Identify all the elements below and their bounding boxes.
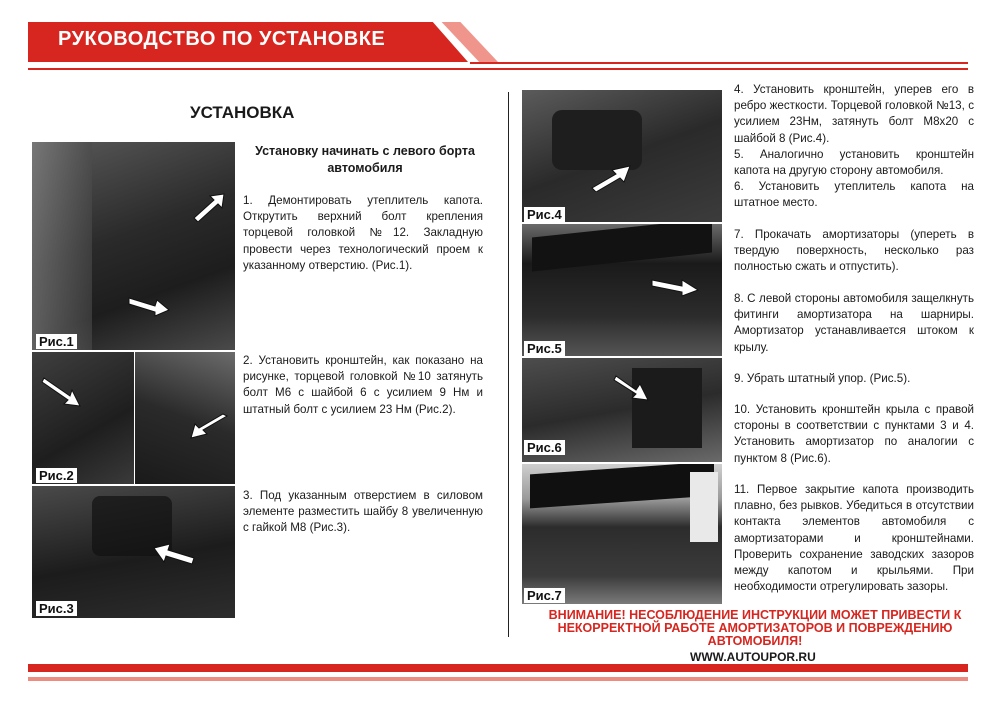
arrow-icon [40, 374, 82, 408]
step-3-text: 3. Под указанным отверстием в силовом элементе разместить шайбу 8 увеличенную с гайкой М8 (Рис.3). [243, 489, 483, 535]
arrow-icon [590, 162, 634, 192]
header-rule [28, 68, 968, 70]
warning-text: ВНИМАНИЕ! НЕСОБЛЮДЕНИЕ ИНСТРУКЦИИ МОЖЕТ ПРИВЕСТИ К НЕКОРРЕКТНОЙ РАБОТЕ АМОРТИЗАТОРОВ И ПОВРЕЖДЕНИЮ АВТОМОБИЛЯ! [548, 608, 962, 649]
step-2-text: 2. Установить кронштейн, как показано на рисунке, торцевой головкой №10 затянуть болт М6 с шайбой 6 с усилием 9 Нм и штатный болт с усилием 23 Нм (Рис.2). [243, 354, 483, 416]
figure-5-photo [522, 224, 722, 356]
footer-bar [28, 664, 968, 672]
step-5-text: 5. Аналогично установить кронштейн капота на другую сторону автомобиля. [734, 148, 974, 178]
step-6-text: 6. Установить утеплитель капота на штатное место. [734, 180, 974, 210]
section-title: УСТАНОВКА [190, 103, 295, 122]
column-divider [508, 92, 509, 637]
figure-2-photo-right [135, 352, 235, 484]
step-11-text: 11. Первое закрытие капота производить плавно, без рывков. Убедиться в отсутствии контакта элементов автомобиля с амортизаторами и кронштейнами. Проверить сохранение заводских зазоров между капотом и крыльями. При необходимости отрегулировать зазоры. [734, 483, 974, 594]
step-9-text: 9. Убрать штатный упор. (Рис.5). [734, 372, 911, 385]
figure-1-caption: Рис.1 [36, 334, 77, 349]
arrow-icon [650, 272, 700, 298]
step-4-text: 4. Установить кронштейн, уперев его в ребро жесткости. Торцевой головкой №13, с усилием 23Нм, затянуть болт М8х20 с шайбой 8 (Рис.4). [734, 83, 974, 145]
arrow-icon [127, 292, 171, 318]
figure-2-caption: Рис.2 [36, 468, 77, 483]
figure-7-caption: Рис.7 [524, 588, 565, 603]
arrow-icon [192, 192, 232, 222]
header-rule-right [470, 62, 968, 64]
arrow-icon [187, 412, 229, 442]
step-8-text: 8. С левой стороны автомобиля защелкнуть фитинги амортизатора на шарниры. Амортизатор устанавливается штоком к крылу. [734, 292, 974, 354]
website-link[interactable]: WWW.AUTOUPOR.RU [690, 650, 816, 664]
section-subtitle: Установку начинать с левого борта автомобиля [255, 144, 475, 175]
figure-6-caption: Рис.6 [524, 440, 565, 455]
arrow-icon [612, 372, 652, 402]
figure-2-photo-left [32, 352, 134, 484]
figure-7-photo [522, 464, 722, 604]
figure-4-caption: Рис.4 [524, 207, 565, 222]
footer-strip [28, 677, 968, 681]
figure-1-photo [32, 142, 235, 350]
figure-5-caption: Рис.5 [524, 341, 565, 356]
step-7-text: 7. Прокачать амортизаторы (упереть в твердую поверхность, несколько раз полностью сжать и отпустить). [734, 228, 974, 274]
arrow-icon [150, 538, 196, 566]
step-1-text: 1. Демонтировать утеплитель капота. Открутить верхний болт крепления торцевой головкой №12. Закладную провести через технологический проем к указанному отверстию. (Рис.1). [243, 194, 483, 272]
figure-3-photo [32, 486, 235, 618]
figure-3-caption: Рис.3 [36, 601, 77, 616]
header-title: РУКОВОДСТВО ПО УСТАНОВКЕ [58, 28, 386, 50]
step-10-text: 10. Установить кронштейн крыла с правой стороны в соответствии с пунктами 3 и 4. Установить амортизатор по аналогии с пунктом 8 (Рис.6). [734, 403, 974, 465]
figure-4-photo [522, 90, 722, 222]
